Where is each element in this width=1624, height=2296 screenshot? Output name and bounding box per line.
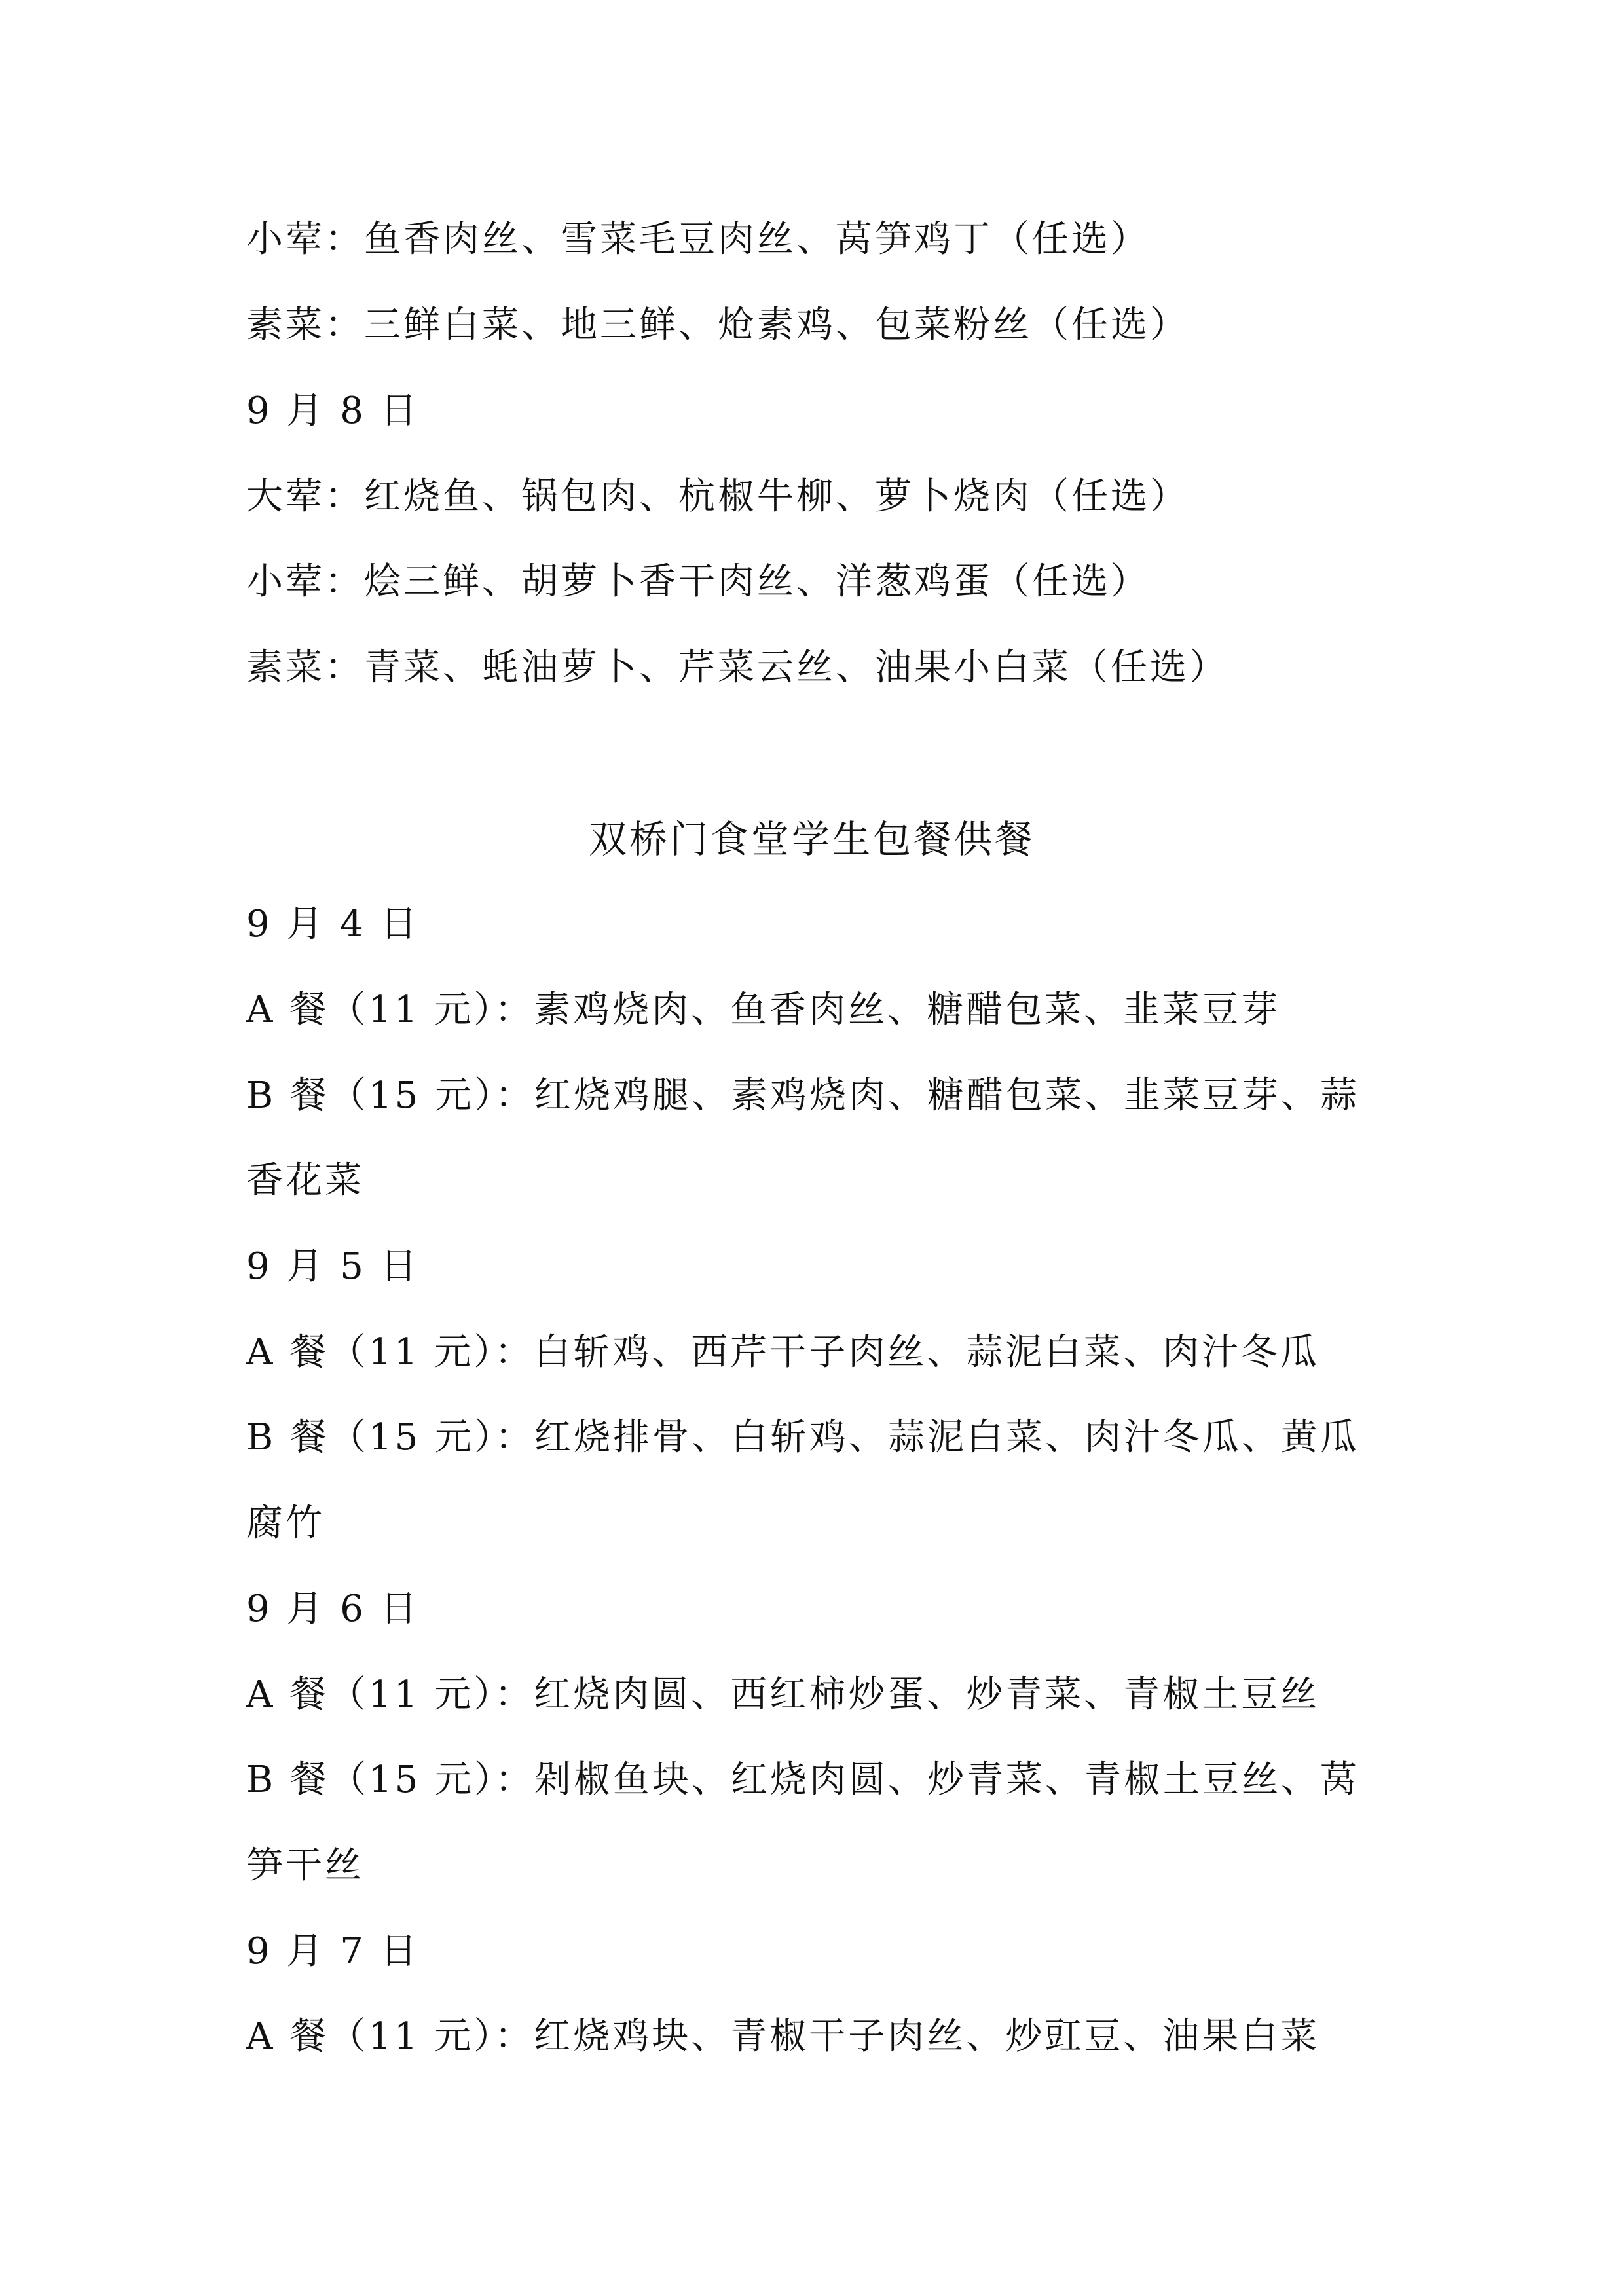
meal-a-line: A 餐（11 元）：红烧肉圆、西红柿炒蛋、炒青菜、青椒土豆丝 (246, 1673, 1320, 1716)
meal-a-line: A 餐（11 元）：白斩鸡、西芹干子肉丝、蒜泥白菜、肉汁冬瓜 (246, 1331, 1320, 1374)
menu-line-small-meat: 小荤：鱼香肉丝、雪菜毛豆肉丝、莴笋鸡丁（任选） (246, 218, 1150, 261)
meal-a-line: A 餐（11 元）：素鸡烧肉、鱼香肉丝、糖醋包菜、韭菜豆芽 (246, 989, 1281, 1031)
meal-a-line: A 餐（11 元）：红烧鸡块、青椒干子肉丝、炒豇豆、油果白菜 (246, 2015, 1320, 2058)
menu-line-vegetable: 素菜：三鲜白菜、地三鲜、炝素鸡、包菜粉丝（任选） (246, 304, 1189, 346)
menu-line-big-meat: 大荤：红烧鱼、锅包肉、杭椒牛柳、萝卜烧肉（任选） (246, 475, 1189, 518)
date-heading: 9 月 5 日 (246, 1245, 420, 1288)
meal-b-line-continued: 香花菜 (246, 1159, 364, 1202)
meal-b-line-continued: 腐竹 (246, 1502, 325, 1544)
date-heading: 9 月 4 日 (246, 903, 420, 945)
meal-b-line: B 餐（15 元）：红烧鸡腿、素鸡烧肉、糖醋包菜、韭菜豆芽、蒜 (246, 1074, 1360, 1117)
date-heading: 9 月 7 日 (246, 1930, 420, 1973)
section-title: 双桥门食堂学生包餐供餐 (588, 817, 1035, 862)
menu-line-small-meat: 小荤：烩三鲜、胡萝卜香干肉丝、洋葱鸡蛋（任选） (246, 560, 1150, 603)
menu-line-vegetable: 素菜：青菜、蚝油萝卜、芹菜云丝、油果小白菜（任选） (246, 646, 1228, 689)
meal-b-line: B 餐（15 元）：红烧排骨、白斩鸡、蒜泥白菜、肉汁冬瓜、黄瓜 (246, 1416, 1360, 1459)
meal-b-line: B 餐（15 元）：剁椒鱼块、红烧肉圆、炒青菜、青椒土豆丝、莴 (246, 1758, 1360, 1801)
meal-b-line-continued: 笋干丝 (246, 1844, 364, 1887)
date-heading: 9 月 8 日 (246, 390, 420, 432)
date-heading: 9 月 6 日 (246, 1588, 420, 1630)
